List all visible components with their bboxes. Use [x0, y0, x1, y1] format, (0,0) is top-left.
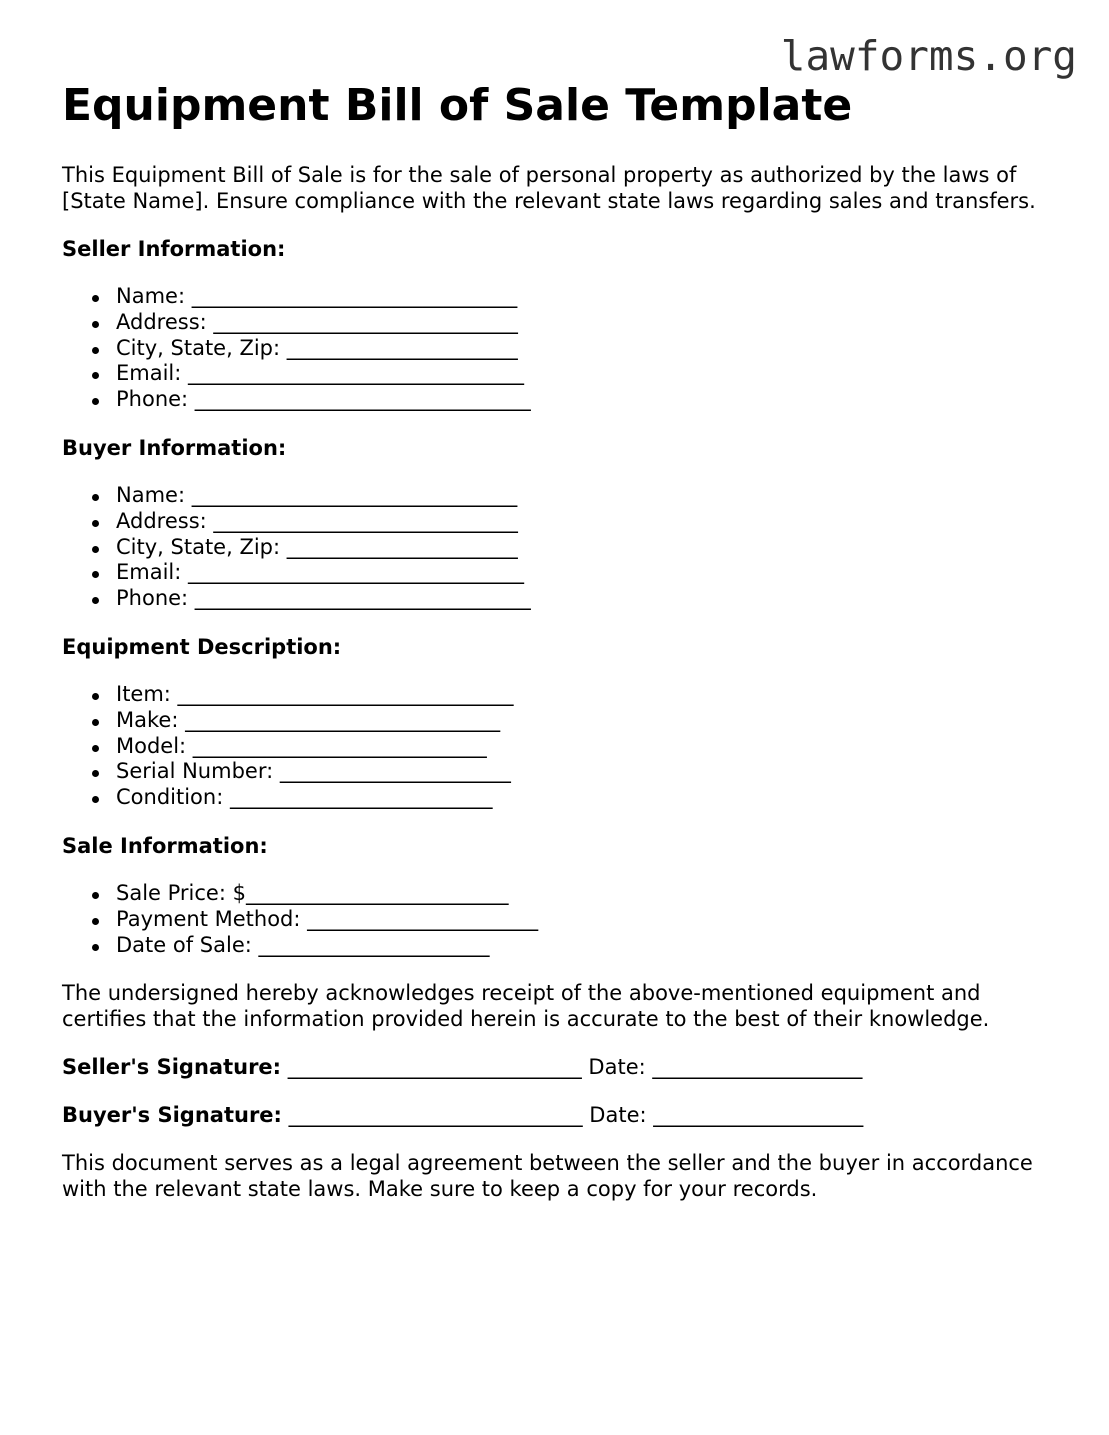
buyer-fields [62, 483, 1062, 612]
page-title: Equipment Bill of Sale Template [62, 80, 853, 131]
sale-price-field: Sale Price: $_________________________ [116, 881, 1062, 907]
equipment-model-field: Model: ____________________________ [116, 734, 1062, 760]
sale-fields [62, 881, 1062, 958]
seller-email-field: Email: ________________________________ [116, 361, 1062, 387]
seller-name-field: Name: _______________________________ [116, 284, 1062, 310]
buyer-heading: Buyer Information: [62, 435, 287, 460]
equipment-heading: Equipment Description: [62, 634, 342, 659]
buyer-signature-label: Buyer's Signature: [62, 1103, 282, 1128]
equipment-fields [62, 682, 1062, 811]
acknowledgment-paragraph: The undersigned hereby acknowledges receipt of the above-mentioned equipment and certifies that the information provided herein is accurate to the best of their knowledge. [62, 981, 990, 1032]
buyer-name-field: Name: _______________________________ [116, 483, 1062, 509]
buyer-city-field: City, State, Zip: ______________________ [116, 535, 1062, 561]
seller-city-field: City, State, Zip: ______________________ [116, 336, 1062, 362]
seller-signature-label: Seller's Signature: [62, 1055, 282, 1080]
equipment-make-field: Make: ______________________________ [116, 708, 1062, 734]
seller-fields [62, 284, 1062, 413]
seller-signature-blank: ____________________________ Date: ____________________ [281, 1055, 863, 1080]
payment-method-field: Payment Method: ______________________ [116, 907, 1062, 933]
seller-address-field: Address: _____________________________ [116, 310, 1062, 336]
sale-heading: Sale Information: [62, 833, 268, 858]
buyer-signature-line [62, 1102, 1062, 1128]
buyer-address-field: Address: _____________________________ [116, 509, 1062, 535]
seller-heading: Seller Information: [62, 237, 286, 261]
date-of-sale-field: Date of Sale: ______________________ [116, 933, 1062, 959]
seller-signature-line [62, 1054, 1062, 1080]
intro-paragraph: This Equipment Bill of Sale is for the sale of personal property as authorized by the laws of [State Name]. Ensure compliance with the relevant state laws regarding sales and transfers. [62, 163, 1036, 213]
equipment-item-field: Item: ________________________________ [116, 682, 1062, 708]
document-page [62, 80, 1062, 1202]
buyer-email-field: Email: ________________________________ [116, 560, 1062, 586]
watermark: lawforms.org [780, 32, 1077, 80]
equipment-condition-field: Condition: _________________________ [116, 785, 1062, 811]
seller-phone-field: Phone: ________________________________ [116, 387, 1062, 413]
closing-paragraph: This document serves as a legal agreement between the seller and the buyer in accordance with the relevant state laws. Make sure to keep a copy for your records. [62, 1151, 1033, 1202]
buyer-signature-blank: ____________________________ Date: ____________________ [281, 1103, 864, 1128]
buyer-phone-field: Phone: ________________________________ [116, 586, 1062, 612]
equipment-serial-field: Serial Number: ______________________ [116, 759, 1062, 785]
